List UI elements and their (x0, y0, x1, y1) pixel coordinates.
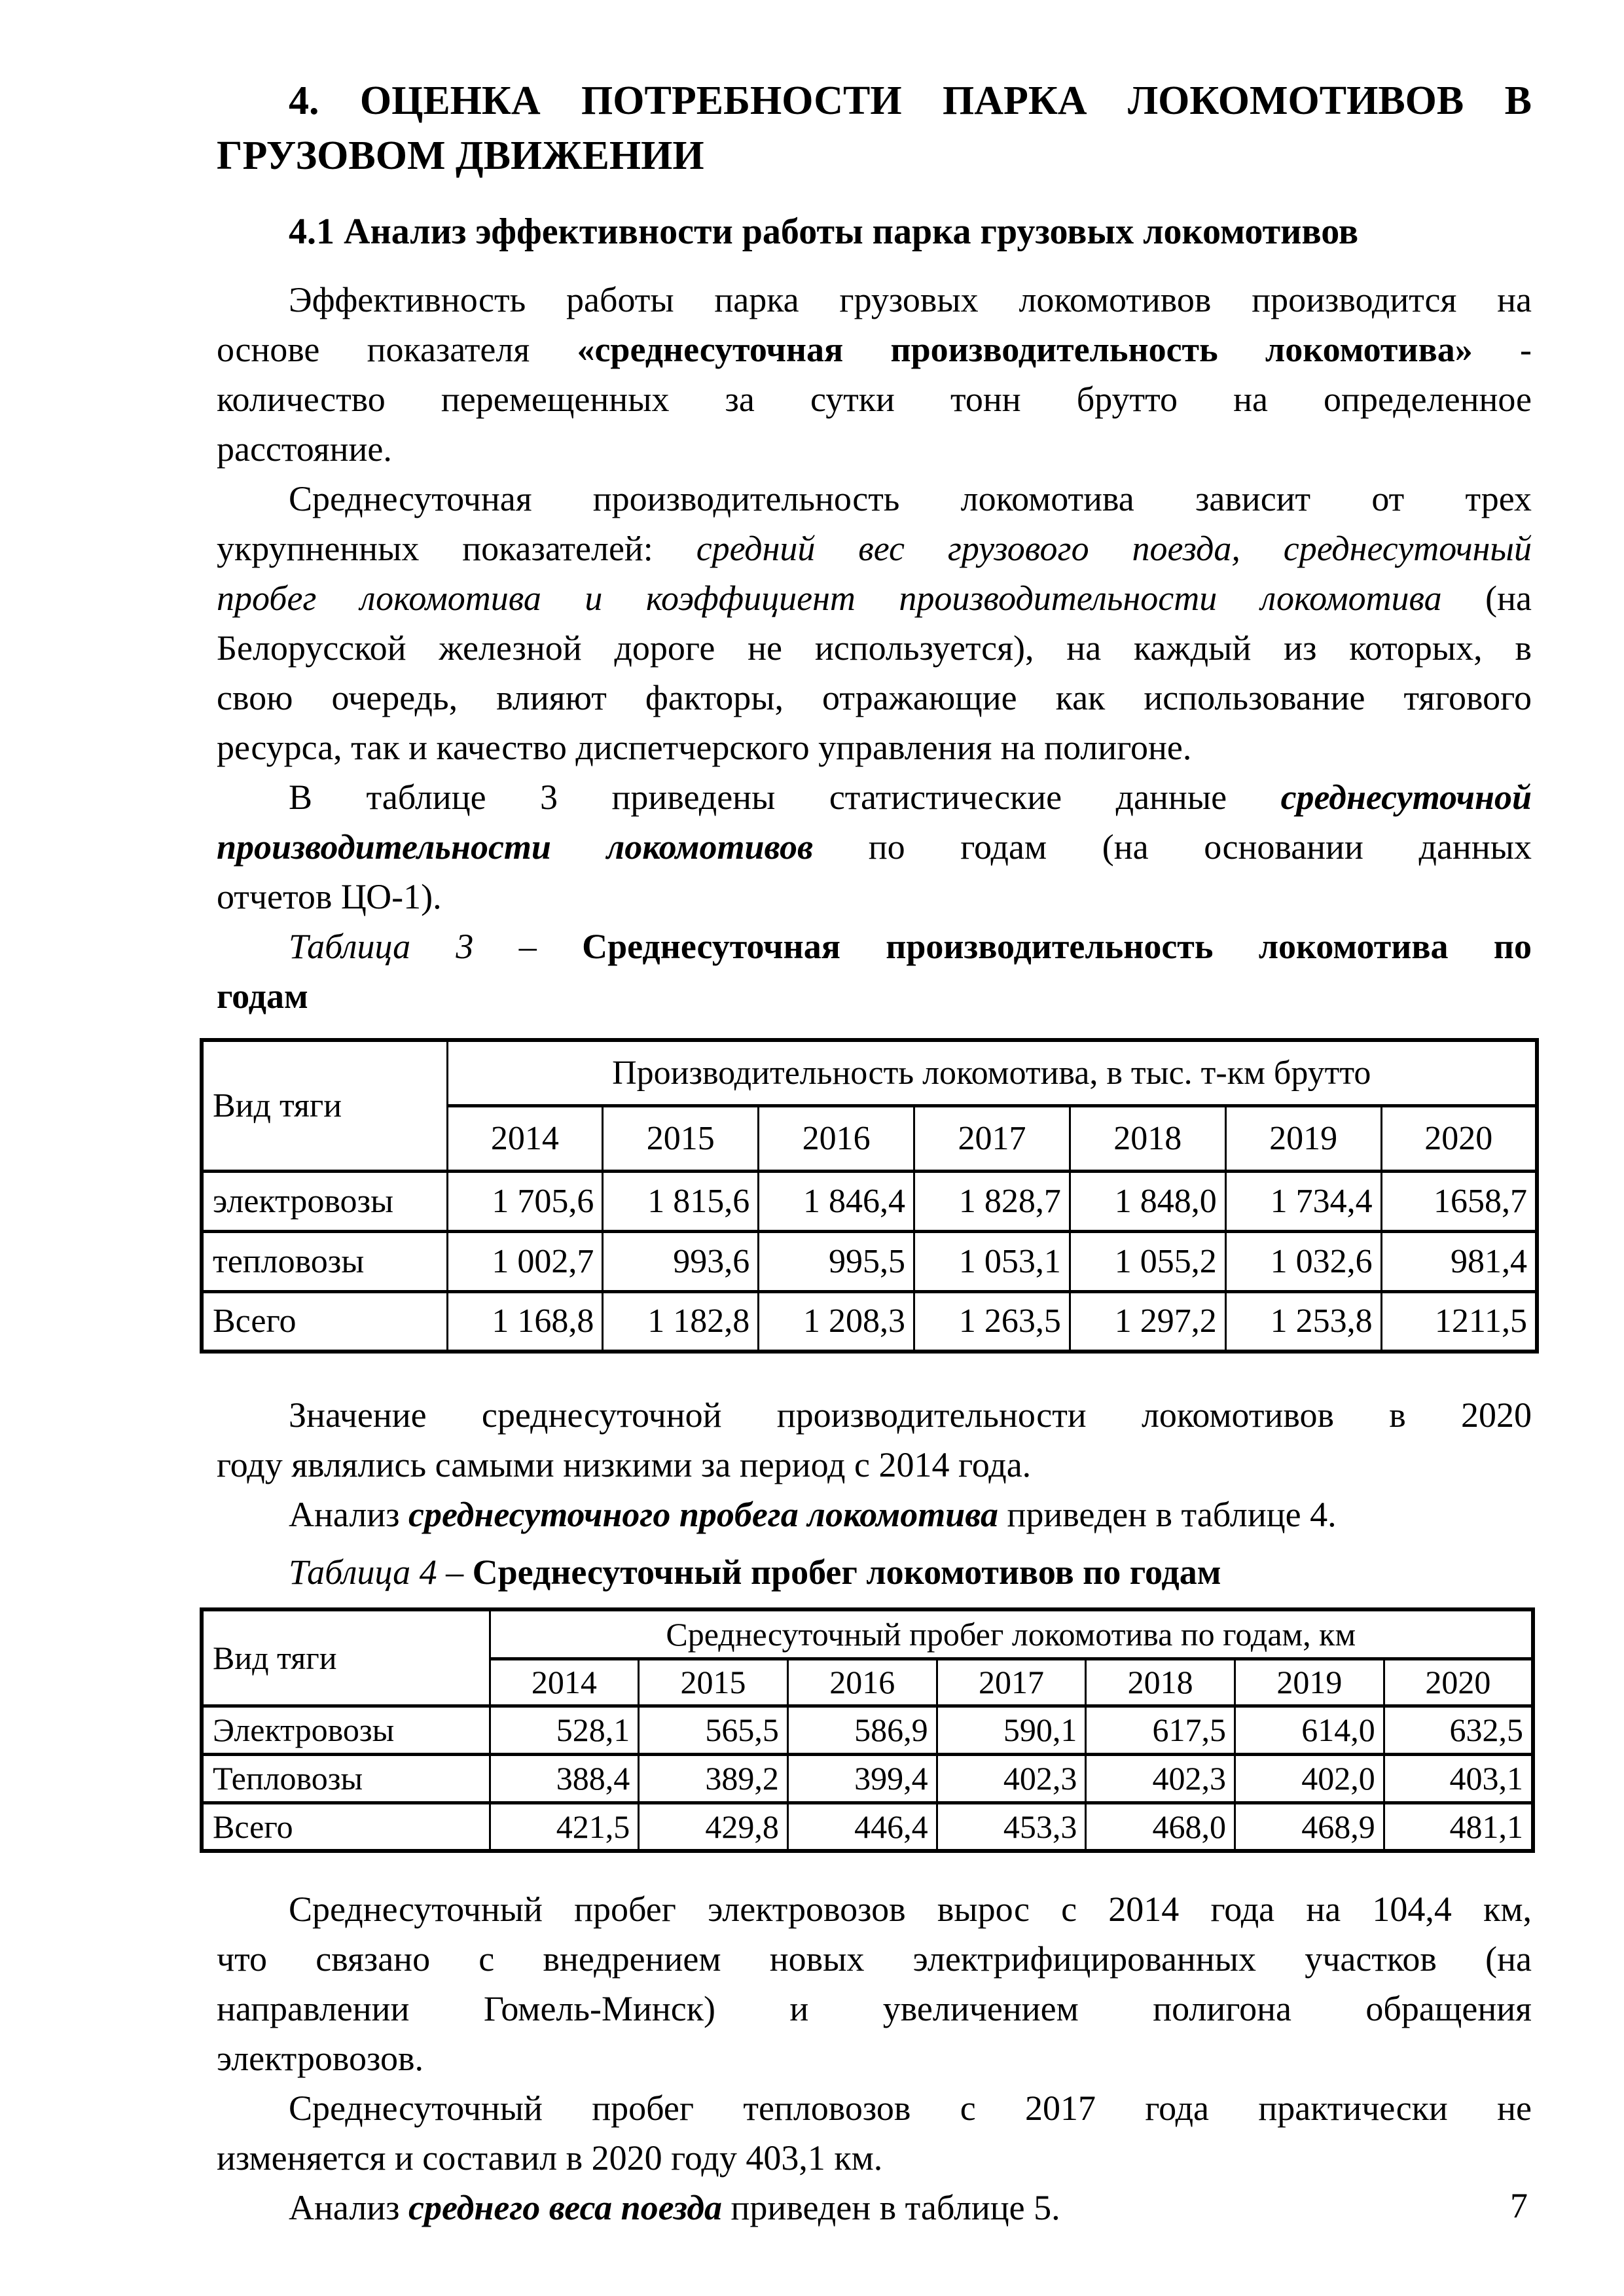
cell-value: 1 297,2 (1070, 1291, 1225, 1352)
table-row (202, 1171, 1537, 1231)
year-header: 2016 (759, 1105, 914, 1171)
section-heading (217, 207, 1532, 257)
text-line (217, 673, 1532, 723)
text-segment: Белорусской железной дороге не используется), на каждый из которых, в (217, 628, 1532, 668)
cell-value: 1 734,4 (1225, 1171, 1381, 1231)
row-label: электровозы (202, 1171, 447, 1231)
paragraph-table3-intro (217, 772, 1532, 922)
text-segment: Значение среднесуточной производительности локомотивов в 2020 (289, 1395, 1532, 1435)
text-line (217, 1440, 1532, 1490)
text-segment: Среднесуточная производительность локомотива зависит от трех (289, 479, 1532, 518)
text-segment: среднесуточной (1280, 778, 1532, 817)
table-row (202, 1754, 1533, 1803)
text-segment: средний вес грузового поезда, среднесуточный (696, 529, 1532, 568)
cell-value: 1 848,0 (1070, 1171, 1225, 1231)
text-line (217, 772, 1532, 822)
cell-value: 1 253,8 (1225, 1291, 1381, 1352)
text-line (217, 524, 1532, 573)
text-line (217, 1547, 1532, 1597)
text-line (217, 2133, 1532, 2183)
year-header: 2017 (914, 1105, 1070, 1171)
table3-caption (217, 922, 1532, 1021)
text-line (217, 207, 1532, 257)
text-segment: ресурса, так и качество диспетчерского управления на полигоне. (217, 728, 1192, 767)
year-header: 2020 (1381, 1105, 1537, 1171)
cell-value: 995,5 (759, 1231, 914, 1291)
table4-span-header: Среднесуточный пробег локомотива по годам, км (490, 1609, 1533, 1659)
text-line (217, 2034, 1532, 2083)
paragraph-productivity-factors (217, 474, 1532, 772)
text-segment: пробег локомотива и коэффициент производительности локомотива (217, 579, 1442, 618)
text-segment: Анализ (289, 1495, 409, 1534)
cell-value: 468,9 (1235, 1803, 1384, 1851)
cell-value: 617,5 (1086, 1706, 1235, 1754)
table-row (202, 1803, 1533, 1851)
text-segment: среднего веса поезда (408, 2188, 723, 2227)
row-label: Тепловозы (202, 1754, 490, 1803)
row-label: Всего (202, 1291, 447, 1352)
year-header: 2018 (1086, 1659, 1235, 1706)
cell-value: 614,0 (1235, 1706, 1384, 1754)
row-label: тепловозы (202, 1231, 447, 1291)
cell-value: 1 002,7 (447, 1231, 603, 1291)
cell-value: 1 053,1 (914, 1231, 1070, 1291)
text-segment: - (1472, 330, 1532, 369)
year-header: 2014 (490, 1659, 639, 1706)
table-row (202, 1231, 1537, 1291)
cell-value: 1 815,6 (603, 1171, 759, 1231)
cell-value: 1 168,8 (447, 1291, 603, 1352)
paragraph-table5-intro (217, 2183, 1532, 2233)
text-line (217, 1934, 1532, 1984)
cell-value: 1 208,3 (759, 1291, 914, 1352)
text-segment: – (437, 1552, 473, 1592)
cell-value: 565,5 (639, 1706, 788, 1754)
text-line (217, 623, 1532, 673)
table-productivity-by-year (200, 1038, 1539, 1354)
cell-value: 1 705,6 (447, 1171, 603, 1231)
table-row (202, 1291, 1537, 1352)
year-header: 2020 (1384, 1659, 1533, 1706)
table-daily-run-by-year (200, 1607, 1535, 1853)
paragraph-diesel-run (217, 2083, 1532, 2183)
text-segment: укрупненных показателей: (217, 529, 696, 568)
text-segment: среднесуточного пробега локомотива (408, 1495, 998, 1534)
text-segment: «среднесуточная производительность локомотива» (577, 330, 1473, 369)
text-line (217, 2183, 1532, 2233)
cell-value: 1 055,2 (1070, 1231, 1225, 1291)
text-line (217, 424, 1532, 474)
table3-corner-header: Вид тяги (202, 1040, 447, 1171)
table4-caption (217, 1547, 1532, 1597)
year-header: 2015 (603, 1105, 759, 1171)
page-number: 7 (1510, 2186, 1528, 2225)
text-segment: Среднесуточная производительность локомотива по (582, 927, 1532, 966)
text-line (217, 822, 1532, 872)
text-segment: расстояние. (217, 429, 392, 469)
text-segment: приведен в таблице 4. (998, 1495, 1337, 1534)
text-line (217, 474, 1532, 524)
text-segment: по годам (на основании данных (813, 827, 1532, 867)
year-header: 2019 (1235, 1659, 1384, 1706)
table3-span-header: Производительность локомотива, в тыс. т-км брутто (447, 1040, 1537, 1105)
year-header: 2017 (937, 1659, 1086, 1706)
text-line (217, 872, 1532, 922)
cell-value: 402,3 (1086, 1754, 1235, 1803)
cell-value: 1 182,8 (603, 1291, 759, 1352)
paragraph-table4-intro (217, 1490, 1532, 1539)
text-segment: В таблице 3 приведены статистические данные (289, 778, 1281, 817)
year-header: 2019 (1225, 1105, 1381, 1171)
text-line (217, 325, 1532, 374)
text-segment: электровозов. (217, 2039, 424, 2078)
row-label: Электровозы (202, 1706, 490, 1754)
cell-value: 399,4 (787, 1754, 937, 1803)
text-segment: годам (217, 977, 308, 1016)
table-row (202, 1706, 1533, 1754)
cell-value: 402,0 (1235, 1754, 1384, 1803)
text-segment: количество перемещенных за сутки тонн брутто на определенное (217, 380, 1532, 419)
year-header: 2014 (447, 1105, 603, 1171)
text-segment: Среднесуточный пробег локомотивов по годам (472, 1552, 1221, 1592)
text-line (217, 2083, 1532, 2133)
text-line (217, 1490, 1532, 1539)
chapter-title (217, 73, 1532, 183)
text-segment: Анализ (289, 2188, 409, 2227)
paragraph-2020-lowest (217, 1390, 1532, 1490)
cell-value: 1 032,6 (1225, 1231, 1381, 1291)
cell-value: 993,6 (603, 1231, 759, 1291)
cell-value: 421,5 (490, 1803, 639, 1851)
cell-value: 590,1 (937, 1706, 1086, 1754)
cell-value: 981,4 (1381, 1231, 1537, 1291)
cell-value: 1211,5 (1381, 1291, 1537, 1352)
table4-corner-header: Вид тяги (202, 1609, 490, 1706)
text-segment: Среднесуточный пробег тепловозов с 2017 года практически не (289, 2089, 1532, 2128)
text-segment: Таблица 4 (289, 1552, 437, 1592)
text-line (217, 128, 1532, 183)
text-line (217, 1984, 1532, 2034)
year-header: 2018 (1070, 1105, 1225, 1171)
text-line (217, 573, 1532, 623)
text-segment: направлении Гомель-Минск) и увеличением полигона обращения (217, 1989, 1532, 2028)
text-segment: отчетов ЦО-1). (217, 877, 442, 916)
cell-value: 632,5 (1384, 1706, 1533, 1754)
cell-value: 403,1 (1384, 1754, 1533, 1803)
cell-value: 1 846,4 (759, 1171, 914, 1231)
text-segment: что связано с внедрением новых электрифицированных участков (на (217, 1939, 1532, 1979)
text-segment: производительности локомотивов (217, 827, 814, 867)
cell-value: 402,3 (937, 1754, 1086, 1803)
text-line (217, 73, 1532, 128)
cell-value: 453,3 (937, 1803, 1086, 1851)
cell-value: 1658,7 (1381, 1171, 1537, 1231)
text-segment: основе показателя (217, 330, 577, 369)
text-line (217, 1390, 1532, 1440)
text-line (217, 275, 1532, 325)
text-line (217, 971, 1532, 1021)
year-header: 2015 (639, 1659, 788, 1706)
year-header: 2016 (787, 1659, 937, 1706)
text-line (217, 922, 1532, 971)
row-label: Всего (202, 1803, 490, 1851)
text-line (217, 723, 1532, 772)
text-segment: 4.1 Анализ эффективности работы парка грузовых локомотивов (289, 211, 1359, 252)
text-line (217, 1884, 1532, 1934)
cell-value: 1 263,5 (914, 1291, 1070, 1352)
text-segment: приведен в таблице 5. (722, 2188, 1060, 2227)
text-segment: году являлись самыми низкими за период с 2014 года. (217, 1445, 1032, 1484)
cell-value: 429,8 (639, 1803, 788, 1851)
text-segment: ГРУЗОВОМ ДВИЖЕНИИ (217, 134, 704, 178)
text-segment: Эффективность работы парка грузовых локомотивов производится на (289, 280, 1532, 319)
text-line (217, 374, 1532, 424)
text-segment: изменяется и составил в 2020 году 403,1 км. (217, 2138, 883, 2178)
paragraph-electric-run-growth (217, 1884, 1532, 2083)
text-segment: 4. ОЦЕНКА ПОТРЕБНОСТИ ПАРКА ЛОКОМОТИВОВ В (289, 79, 1532, 123)
text-segment: свою очередь, влияют факторы, отражающие как использование тягового (217, 678, 1532, 717)
cell-value: 388,4 (490, 1754, 639, 1803)
text-segment: Среднесуточный пробег электровозов вырос с 2014 года на 104,4 км, (289, 1890, 1532, 1929)
cell-value: 446,4 (787, 1803, 937, 1851)
cell-value: 586,9 (787, 1706, 937, 1754)
paragraph-effectiveness (217, 275, 1532, 474)
cell-value: 528,1 (490, 1706, 639, 1754)
cell-value: 389,2 (639, 1754, 788, 1803)
cell-value: 481,1 (1384, 1803, 1533, 1851)
text-segment: (на (1441, 579, 1532, 618)
cell-value: 468,0 (1086, 1803, 1235, 1851)
text-segment: – (473, 927, 583, 966)
cell-value: 1 828,7 (914, 1171, 1070, 1231)
text-segment: Таблица 3 (289, 927, 474, 966)
